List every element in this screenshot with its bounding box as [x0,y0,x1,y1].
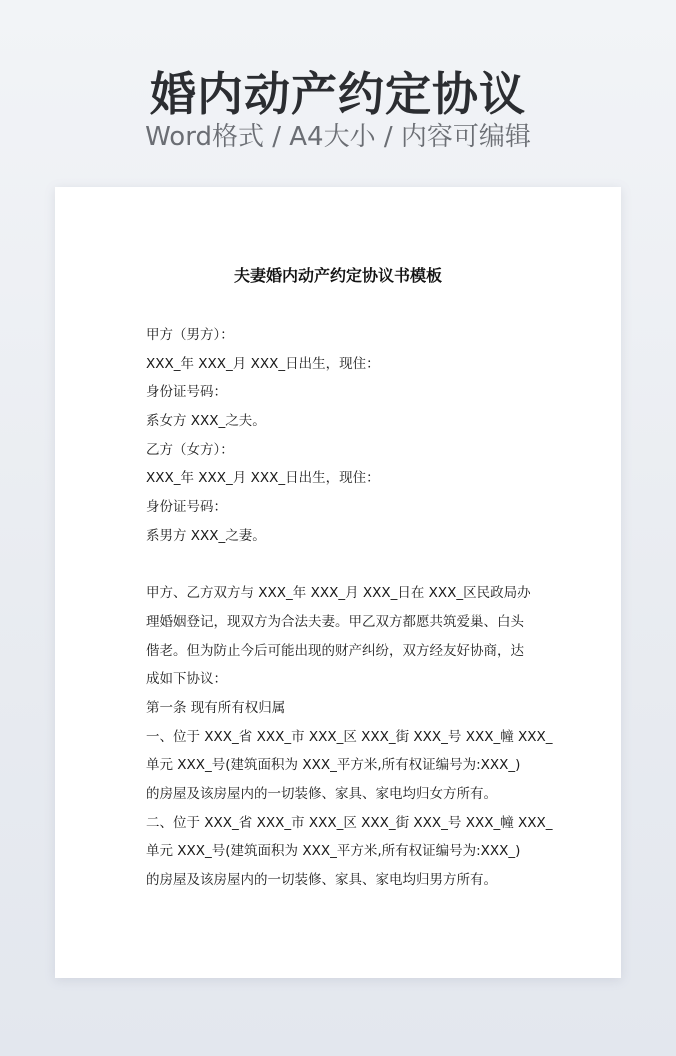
clause-two-line: 的房屋及该房屋内的一切装修、家具、家电均归男方所有。 [146,872,497,889]
party-a-relation-line: 系女方 XXX_之夫。 [146,413,266,430]
party-b-relation-line: 系男方 XXX_之妻。 [146,527,266,544]
preamble-line: 甲方、乙方双方与 XXX_年 XXX_月 XXX_日在 XXX_区民政局办 [146,585,531,602]
document-title: 夫妻婚内动产约定协议书模板 [233,266,442,285]
preamble-line: 偕老。但为防止今后可能出现的财产纠纷，双方经友好协商，达 [146,642,524,659]
clause-one-line: 的房屋及该房屋内的一切装修、家具、家电均归女方所有。 [146,786,497,802]
party-a-birth-line: XXX_年 XXX_月 XXX_日出生，现住： [146,355,380,372]
clause-one-line: 单元 XXX_号(建筑面积为 XXX_平方米,所有权证编号为:XXX_) [146,757,521,774]
party-b-birth-line: XXX_年 XXX_月 XXX_日出生，现住： [146,470,380,487]
banner-subtitle: Word格式 / A4大小 / 内容可编辑 [145,122,531,152]
party-a-id-line: 身份证号码： [146,384,227,401]
document-body [146,321,553,895]
party-b-heading: 乙方（女方）： [146,441,234,458]
paragraph-spacer [146,551,536,580]
preamble-line: 成如下协议： [146,671,227,688]
clause-one-line: 一、位于 XXX_省 XXX_市 XXX_区 XXX_街 XXX_号 XXX_幢 XXX_ [146,728,553,745]
party-a-heading: 甲方（男方）： [146,327,234,343]
article-one-heading: 第一条 现有所有权归属 [146,699,286,716]
preamble-line: 理婚姻登记，现双方为合法夫妻。甲乙双方都愿共筑爱巢、白头 [146,613,524,630]
document-page [55,187,621,978]
banner-title: 婚内动产约定协议 [150,67,526,121]
clause-two-line: 二、位于 XXX_省 XXX_市 XXX_区 XXX_街 XXX_号 XXX_幢 XXX_ [146,814,553,831]
clause-two-line: 单元 XXX_号(建筑面积为 XXX_平方米,所有权证编号为:XXX_) [146,843,521,860]
party-b-id-line: 身份证号码： [146,499,227,516]
